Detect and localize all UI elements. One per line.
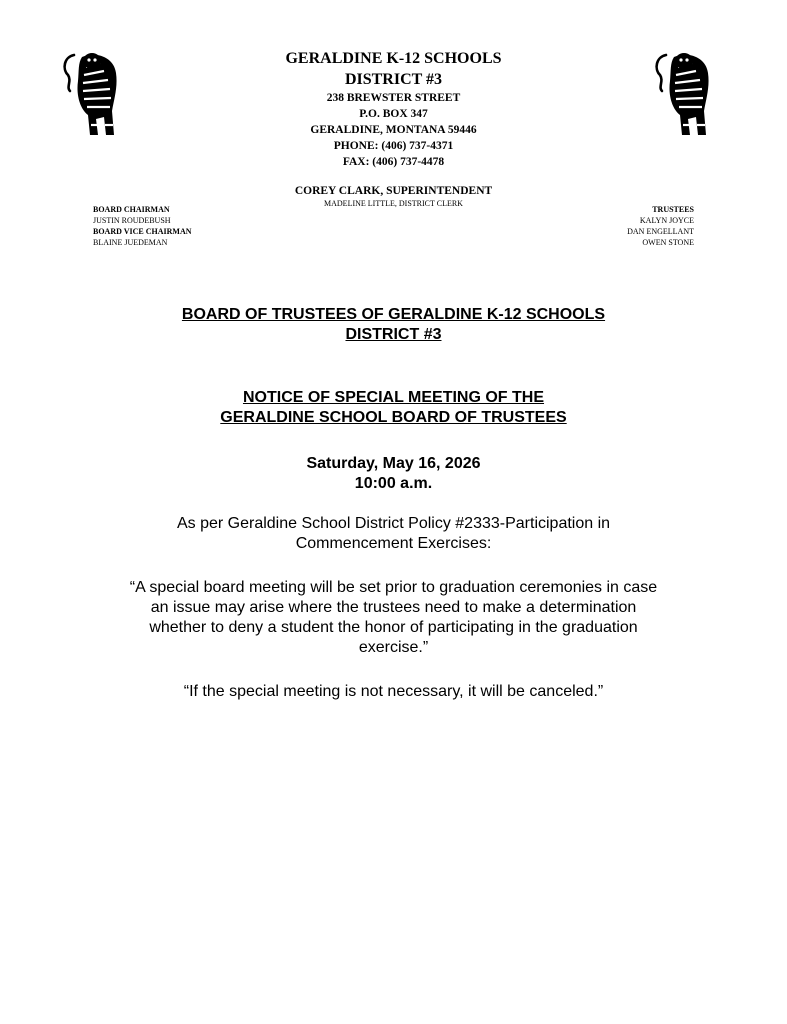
board-vice-chairman-name: BLAINE JUEDEMAN [93, 238, 168, 247]
board-heading-line1: BOARD OF TRUSTEES OF GERALDINE K-12 SCHOOLS [181, 306, 606, 323]
policy-reference [0, 514, 787, 554]
district-clerk: MADELINE LITTLE, DISTRICT CLERK [324, 199, 463, 208]
fax-number: FAX: (406) 737-4478 [342, 156, 445, 168]
board-chairman-title: BOARD CHAIRMAN [93, 205, 170, 214]
policy-line1: As per Geraldine School District Policy #2333-Participation in [176, 515, 611, 532]
policy-quote-line: an issue may arise where the trustees need to make a determination [150, 599, 637, 616]
street-address: 238 BREWSTER STREET [326, 92, 461, 104]
policy-quote-line: exercise.” [358, 639, 429, 656]
po-box: P.O. BOX 347 [359, 108, 428, 120]
trustee-name: DAN ENGELLANT [627, 227, 694, 236]
city-state-zip: GERALDINE, MONTANA 59446 [310, 124, 477, 136]
board-officers [93, 204, 192, 248]
school-name: GERALDINE K-12 SCHOOLS [285, 50, 502, 67]
policy-line2: Commencement Exercises: [295, 535, 492, 552]
trustee-name: KALYN JOYCE [639, 216, 694, 225]
policy-quote [0, 578, 787, 658]
notice-heading-line2: GERALDINE SCHOOL BOARD OF TRUSTEES [220, 409, 567, 426]
cancellation-note [0, 682, 787, 702]
meeting-datetime [0, 454, 787, 494]
meeting-time: 10:00 a.m. [354, 475, 433, 492]
board-chairman-name: JUSTIN ROUDEBUSH [93, 216, 171, 225]
trustee-name: OWEN STONE [642, 238, 694, 247]
meeting-date: Saturday, May 16, 2026 [306, 455, 481, 472]
notice-heading [0, 388, 787, 428]
superintendent: COREY CLARK, SUPERINTENDENT [294, 185, 493, 197]
board-vice-chairman-title: BOARD VICE CHAIRMAN [93, 227, 192, 236]
policy-quote-line: “A special board meeting will be set prior to graduation ceremonies in case [129, 579, 658, 596]
board-heading-line2: DISTRICT #3 [345, 326, 442, 343]
letterhead [0, 48, 787, 208]
trustees-list [627, 204, 694, 248]
board-heading [0, 305, 787, 345]
district-number: DISTRICT #3 [344, 71, 443, 88]
notice-heading-line1: NOTICE OF SPECIAL MEETING OF THE [242, 389, 545, 406]
cancellation-note-text: “If the special meeting is not necessary, it will be canceled.” [183, 683, 604, 700]
trustees-title: TRUSTEES [652, 205, 694, 214]
phone-number: PHONE: (406) 737-4371 [333, 140, 454, 152]
policy-quote-line: whether to deny a student the honor of participating in the graduation [149, 619, 638, 636]
